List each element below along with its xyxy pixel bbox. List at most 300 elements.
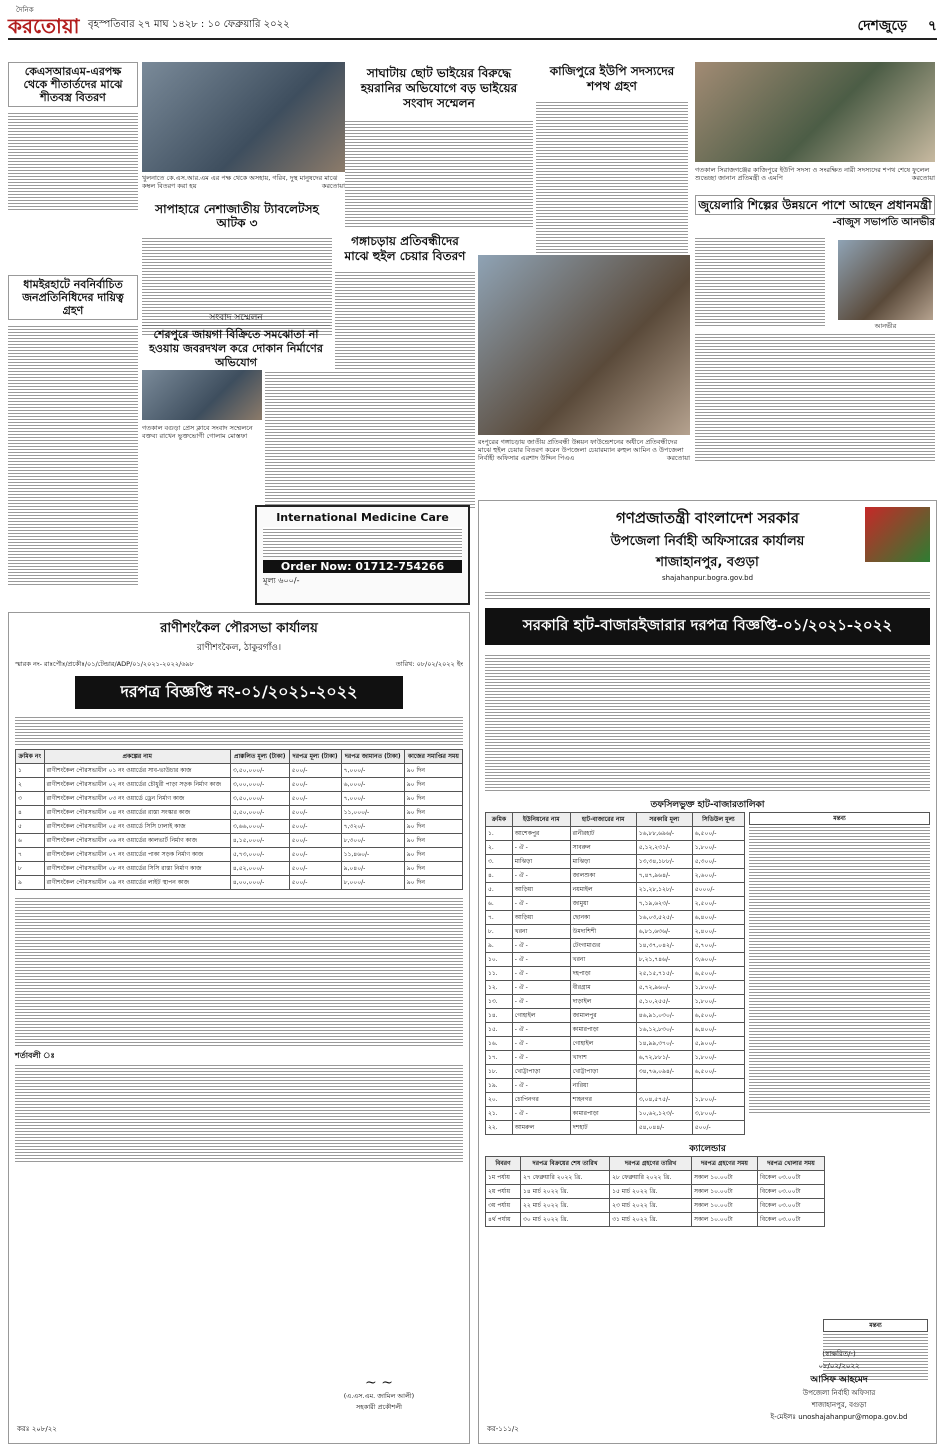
table-row — [486, 883, 745, 897]
table-row — [486, 1185, 825, 1199]
table-cell: ৩,৫০,০০০/- — [230, 764, 289, 778]
table-cell: ১৬,০৩,৫২৫/- — [636, 911, 692, 925]
news-photo — [478, 255, 690, 435]
photo-credit: করতোয়া — [321, 182, 345, 190]
article-saghata — [345, 62, 533, 229]
table-cell: ৫০০/- — [289, 778, 341, 792]
table-cell: ১. — [486, 827, 513, 841]
table-cell: ৯০ দিন — [404, 848, 462, 862]
article-subhead: -বাজুস সভাপতি আনভীর — [832, 217, 935, 228]
table-cell: ৫০০/- — [692, 1121, 744, 1135]
table-cell: ৫০০/- — [289, 806, 341, 820]
table-cell: ৫০০/- — [289, 764, 341, 778]
ad-text — [263, 527, 462, 557]
table-row — [486, 841, 745, 855]
table-cell: বীরগ্রাম — [570, 981, 636, 995]
table-cell: মাঝিড়া — [570, 855, 636, 869]
table-row — [486, 1171, 825, 1185]
table-cell: নারিয়া — [570, 1079, 636, 1093]
project-table — [15, 749, 463, 890]
table-cell: ৩১ মার্চ ২০২২ খ্রি. — [610, 1213, 692, 1227]
table-cell: ৬,৫০০/- — [692, 967, 744, 981]
newspaper-logo — [8, 4, 80, 36]
table-cell: রাণীশংকৈল পৌরসভাধীন ০৫ নং ওয়ার্ডে সিসি ঢালাই কাজ — [44, 820, 230, 834]
photo-credit: করতোয়া — [911, 174, 935, 182]
table-cell: ৬,৪০০/- — [692, 1023, 744, 1037]
table-cell: ৮,০০০/- — [341, 876, 404, 890]
table-cell: - ঐ - — [512, 981, 570, 995]
portrait-photo — [838, 240, 933, 320]
table-row — [486, 1051, 745, 1065]
table-cell: ২ — [16, 778, 45, 792]
table-cell: ৯০ দিন — [404, 806, 462, 820]
signature-location: শাজাহানপুর, বগুড়া — [811, 1401, 867, 1409]
signature-block — [309, 1375, 449, 1413]
table-cell: চোপিনগর — [512, 1093, 570, 1107]
table-row — [16, 848, 463, 862]
table-cell: ৩ — [16, 792, 45, 806]
table-cell: - ঐ - — [512, 953, 570, 967]
table-cell: বিকেল ০৩.০০টা — [758, 1185, 825, 1199]
table-row — [486, 1065, 745, 1079]
table-cell: - ঐ - — [512, 967, 570, 981]
table-row — [486, 967, 745, 981]
table-cell: ৬,৫০০/- — [692, 1065, 744, 1079]
article-kicker: সংবাদ সম্মেলন — [142, 310, 330, 326]
logo-text: করতোয়া — [8, 14, 80, 38]
table-cell: ৫০০/- — [289, 862, 341, 876]
news-photo — [142, 370, 262, 420]
table-cell: ৭,১৯,৬২৩/- — [636, 897, 692, 911]
table-header: ক্রমিক — [486, 813, 513, 827]
table-cell: ১৬,১২,৮৩০/- — [636, 1023, 692, 1037]
table-cell: গোহাইল — [570, 1037, 636, 1051]
table-cell: ৯০ দিন — [404, 764, 462, 778]
medicine-advertisement — [255, 505, 470, 605]
calendar-title: ক্যালেন্ডার — [689, 1144, 726, 1154]
table-header: সরকারি মূল্য — [636, 813, 692, 827]
table-cell: ৯০ দিন — [404, 834, 462, 848]
remarks-text — [749, 825, 930, 1115]
article-headline: জুয়েলারি শিল্পের উন্নয়নে পাশে আছেন প্রধানমন্ত্রী — [695, 195, 935, 215]
table-cell: ৪ — [16, 806, 45, 820]
table-cell: খরনা — [570, 953, 636, 967]
table-cell: ৭,৩২০/- — [341, 820, 404, 834]
table-cell: ১৭. — [486, 1051, 513, 1065]
table-cell: ১১,৪৬০/- — [341, 848, 404, 862]
table-cell: জামালপুর — [570, 1009, 636, 1023]
table-cell: ৮ — [16, 862, 45, 876]
table-row — [486, 981, 745, 995]
signature-name: (এ.এস.এম. জামিল আলী) — [343, 1392, 415, 1400]
table-row — [486, 995, 745, 1009]
signature-date: ০৮/০২/২০২২ — [818, 1362, 860, 1370]
table-row — [486, 1093, 745, 1107]
table-row — [16, 862, 463, 876]
table-cell: বিকেল ০৩.০০টা — [758, 1171, 825, 1185]
table-row — [16, 834, 463, 848]
table-cell: ৫. — [486, 883, 513, 897]
table-cell: জামুয়া — [570, 897, 636, 911]
conditions-text — [15, 1063, 463, 1163]
photo-caption: গতকাল বগুড়া প্রেস ক্লাবে সংবাদ সম্মেলনে বক্তব্য রাখেন ভুক্তভোগী গোলাম মোস্তফা — [142, 424, 253, 440]
table-header: কাজের সমাপ্তির সময় — [404, 750, 462, 764]
table-row — [486, 855, 745, 869]
table-cell: ৫০০/- — [289, 834, 341, 848]
table-cell: ৫৪,০৪৪/- — [636, 1121, 692, 1135]
table-cell: শাহনগর — [570, 1093, 636, 1107]
news-photo — [142, 62, 345, 172]
table-cell: ৯. — [486, 939, 513, 953]
table-cell: - ঐ - — [512, 1107, 570, 1121]
table-cell: ১৫ মার্চ ২০২২ খ্রি. — [610, 1185, 692, 1199]
signature-title: সহকারী প্রকৌশলী — [355, 1403, 403, 1411]
table-row — [486, 1213, 825, 1227]
table-cell: ৬,৮১,৬৩৬/- — [636, 925, 692, 939]
table-cell: ১১,০০০/- — [341, 806, 404, 820]
article-headline: গঙ্গাচড়ায় প্রতিবন্ধীদের মাঝে হুইল চেয়ার বিতরণ — [344, 234, 466, 263]
table-row — [486, 897, 745, 911]
memo-number: স্মারক নং- রাঃপৌঃ/প্রকৌঃ/০১/টেন্ডার/ADP/০১/২০২১-২০২২/৬৯৮ — [15, 660, 194, 668]
table-cell: ৫,৫০,০০০/- — [230, 806, 289, 820]
table-cell: ৩০ মার্চ ২০২২ খ্রি. — [521, 1213, 610, 1227]
table-cell: ১৬,৮৮,৬৯৬/- — [636, 827, 692, 841]
table-header: বিবরণ — [486, 1157, 521, 1171]
mujib-year-logo — [865, 507, 930, 562]
table-cell: ৯০ দিন — [404, 792, 462, 806]
table-cell: ৯ — [16, 876, 45, 890]
table-cell: কামারপাড়া — [570, 1107, 636, 1121]
table-cell: জালশুকা — [570, 869, 636, 883]
table-cell: আড়িয়া — [512, 911, 570, 925]
table-cell — [692, 1079, 744, 1093]
table-cell: ৫০০০/- — [692, 883, 744, 897]
article-headline: শেরপুরে জায়গা বিক্রিতে সমঝোতা না হওয়ায় জবরদখল করে দোকান নির্মাণের অভিযোগ — [149, 328, 323, 369]
table-cell: ৮. — [486, 925, 513, 939]
table-cell: ২২ মার্চ ২০২২ খ্রি. — [521, 1199, 610, 1213]
table-cell: খরনা — [512, 925, 570, 939]
table-cell: ৫,৯০০/- — [692, 1037, 744, 1051]
article-body-text — [536, 100, 688, 280]
notice-banner: দরপত্র বিজ্ঞপ্তি নং-০১/২০২১-২০২২ — [75, 676, 403, 709]
table-cell: রাণীশংকৈল পৌরসভাধীন ০৮ নং ওয়ার্ডের সিসি রাস্তা নির্মাণ কাজ — [44, 862, 230, 876]
table-cell: - ঐ - — [512, 939, 570, 953]
table-cell: ১,৮০০/- — [692, 995, 744, 1009]
notice-body-text — [485, 653, 930, 793]
ad-title: International Medicine Care — [276, 511, 449, 524]
table-cell: ১ — [16, 764, 45, 778]
memo-date: তারিখ: ০৮/০২/২০২২ ইং — [395, 660, 463, 668]
table-cell: ৩. — [486, 855, 513, 869]
article-kserm — [8, 62, 138, 222]
table-cell: ৩,৮০০/- — [692, 1107, 744, 1121]
table-cell: দহপাড়া — [570, 967, 636, 981]
table-cell: ৫,৩০০/- — [692, 855, 744, 869]
table-row — [486, 925, 745, 939]
table-cell: ৬ — [16, 834, 45, 848]
table-cell: গোহাইল — [512, 1009, 570, 1023]
table-cell: ৪,৫২,০০০/- — [230, 862, 289, 876]
calendar-table — [485, 1156, 825, 1227]
table-cell: ২,৫০০/- — [692, 897, 744, 911]
table-cell: ৯০ দিন — [404, 820, 462, 834]
table-cell: ১,৮০০/- — [692, 1051, 744, 1065]
table-cell: - ঐ - — [512, 897, 570, 911]
article-body-text — [345, 119, 533, 229]
table-row — [486, 939, 745, 953]
table-cell: আড়িয়া — [512, 883, 570, 897]
government-name: গণপ্রজাতন্ত্রী বাংলাদেশ সরকার — [616, 509, 799, 527]
table-cell: ১ম পর্যায় — [486, 1171, 521, 1185]
table-header: প্রকল্পের নাম — [44, 750, 230, 764]
office-website: shajahanpur.bogra.gov.bd — [661, 574, 754, 582]
table-header: দরপত্র বিক্রয়ের শেষ তারিখ — [521, 1157, 610, 1171]
table-cell: ১৪ মার্চ ২০২২ খ্রি. — [521, 1185, 610, 1199]
table-cell: সকাল ১০.০০টা — [691, 1213, 757, 1227]
table-cell: ৪. — [486, 869, 513, 883]
table-cell: ২য় পর্যায় — [486, 1185, 521, 1199]
table-cell: ১৪. — [486, 1009, 513, 1023]
table-cell: ৬,০০০/- — [341, 778, 404, 792]
table-cell: ২১,২৮,১২৮/- — [636, 883, 692, 897]
table-cell: ২৮ ফেব্রুয়ারি ২০২২ খ্রি. — [610, 1171, 692, 1185]
signature-label: (স্বাক্ষরিত/-) — [822, 1350, 856, 1358]
table-cell: ৩,৬০০/- — [692, 953, 744, 967]
office-location: শাজাহানপুর, বগুড়া — [656, 555, 759, 570]
table-cell: ৫০০/- — [289, 820, 341, 834]
table-cell: আশেকপুর — [512, 827, 570, 841]
table-cell: ৮,৩০০/- — [341, 834, 404, 848]
table-header: ক্রমিক নং — [16, 750, 45, 764]
table-row — [486, 1199, 825, 1213]
table-row — [486, 1037, 745, 1051]
table-cell: ২৫,১৫,৭১৫/- — [636, 967, 692, 981]
table-cell: ৬. — [486, 897, 513, 911]
ad-reference: কর-১১১/২ — [487, 1425, 519, 1433]
table-cell: ৯,০৪০/- — [341, 862, 404, 876]
table-cell: ২,৪০০/- — [692, 925, 744, 939]
article-body-text — [695, 236, 825, 326]
table-header-row — [486, 813, 745, 827]
table-cell: - ঐ - — [512, 995, 570, 1009]
table-cell: ৬,৫০০/- — [692, 827, 744, 841]
photo-caption: রংপুরের গঙ্গাচড়ায় জাতীয় প্রতিবন্ধী উন্নয়ন ফাউন্ডেশনের অধীনে প্রতিবন্ধীদের মাঝে হুইল চেয়ার বিতরণ করেন উপজেলা চেয়ারম্যান রুহুল আমিন ও উপজেলা নির্বাহী অফিসার এরশাদ উদ্দিন পিএএ করতোয়া — [478, 438, 690, 462]
issue-date: বৃহস্পতিবার ২৭ মাঘ ১৪২৮ : ১০ ফেব্রুয়ারি ২০২২ — [88, 19, 290, 30]
logo-small-text: দৈনিক — [16, 6, 34, 14]
table-cell: ১২. — [486, 981, 513, 995]
table-header: দরপত্র গ্রহণের তারিখ — [610, 1157, 692, 1171]
table-header: দরপত্র জামানত (টাকা) — [341, 750, 404, 764]
article-headline: ধামইরহাটে নবনির্বাচিত জনপ্রতিনিধিদের দায়িত্ব গ্রহণ — [8, 275, 138, 320]
article-headline: কেএসআরএম-এরপক্ষ থেকে শীতার্তদের মাঝে শীতবস্ত্র বিতরণ — [8, 62, 138, 107]
table-cell: রাণীশংকৈল পৌরসভাধীন ০৬ নং ওয়ার্ডের কালভার্ট নির্মাণ কাজ — [44, 834, 230, 848]
table-header: সিডিউল মূল্য — [692, 813, 744, 827]
table-cell: ৪,১৫,০০০/- — [230, 834, 289, 848]
signature-name: আসিফ আহমেদ — [810, 1375, 868, 1385]
office-name: উপজেলা নির্বাহী অফিসারের কার্যালয় — [610, 534, 805, 549]
notice-banner: সরকারি হাট-বাজারইজারার দরপত্র বিজ্ঞপ্তি-০১/২০২১-২০২২ — [485, 608, 930, 645]
table-cell: আমরুল — [512, 1121, 570, 1135]
table-cell: ১০. — [486, 953, 513, 967]
table-cell: ১,৮০০/- — [692, 1093, 744, 1107]
table-cell: ৯০ দিন — [404, 862, 462, 876]
table-cell: - ঐ - — [512, 1051, 570, 1065]
table-row — [16, 792, 463, 806]
page-number: ৭ — [927, 18, 937, 34]
table-cell: ১১. — [486, 967, 513, 981]
table-cell: ২০. — [486, 1093, 513, 1107]
conditions-title: শর্তাবলী ঃ — [15, 1051, 55, 1060]
table-cell: ২৩ মার্চ ২০২২ খ্রি. — [610, 1199, 692, 1213]
table-row — [486, 1107, 745, 1121]
table-cell: সকাল ১০.০০টা — [691, 1185, 757, 1199]
table-cell: ৭,০০০/- — [341, 764, 404, 778]
table-cell: - ঐ - — [512, 869, 570, 883]
ad-price: মূল্য ৬০০/- — [263, 576, 300, 585]
table-cell: ৬,৪০০/- — [692, 911, 744, 925]
table-cell: ৯০ দিন — [404, 876, 462, 890]
table-cell: খোট্টাপাড়া — [512, 1065, 570, 1079]
table-cell: ২. — [486, 841, 513, 855]
article-body-text — [695, 332, 935, 462]
table-cell: ৩,৬৬,০০০/- — [230, 820, 289, 834]
table-row — [16, 778, 463, 792]
table-row — [486, 869, 745, 883]
table-cell: বিকেল ০৩.০০টা — [758, 1199, 825, 1213]
photo-credit: করতোয়া — [666, 454, 690, 462]
table-cell: ৫,১০,২৫৫/- — [636, 995, 692, 1009]
table-cell: ৯০ দিন — [404, 778, 462, 792]
table-cell: সকাল ১০.০০টা — [691, 1171, 757, 1185]
table-cell: ৫,৭২,৯৬০/- — [636, 981, 692, 995]
table-cell: ১,৮০০/- — [692, 981, 744, 995]
table-row — [16, 820, 463, 834]
table-cell: ৫,৭৩,০০০/- — [230, 848, 289, 862]
article-headline: সাপাহারে নেশাজাতীয় ট্যাবলেটসহ আটক ৩ — [155, 202, 319, 230]
table-cell: কামারপাড়া — [570, 1023, 636, 1037]
table-cell: ৬,৭২,৮৮১/- — [636, 1051, 692, 1065]
table-cell: ৫ — [16, 820, 45, 834]
news-photo — [695, 62, 935, 162]
table-header: মন্তব্য — [749, 812, 930, 825]
table-cell: রাণীশংকৈল পৌরসভাধীন ০৩ নং ওয়ার্ডে ড্রেন নির্মাণ কাজ — [44, 792, 230, 806]
table-row — [486, 1009, 745, 1023]
table-row — [486, 1121, 745, 1135]
table-cell: খোট্টাপাড়া — [570, 1065, 636, 1079]
table-cell: নয়মাইল — [570, 883, 636, 897]
article-body-text — [8, 111, 138, 211]
table-cell: ১৩. — [486, 995, 513, 1009]
article-body-text — [265, 370, 475, 510]
table-cell: ১৪,৩৭,০৪২/- — [636, 939, 692, 953]
table-cell: ২৭ ফেব্রুয়ারি ২০২২ খ্রি. — [521, 1171, 610, 1185]
table-cell: ৪র্থ পর্যায় — [486, 1213, 521, 1227]
table-header-row — [16, 750, 463, 764]
table-cell: ৭,৪৭,৯৬৪/- — [636, 869, 692, 883]
notice-intro-text — [15, 715, 463, 745]
table-cell: ১৯. — [486, 1079, 513, 1093]
table-cell: ১৮. — [486, 1065, 513, 1079]
table-cell: সাবরুল — [570, 841, 636, 855]
table-cell: উমদাশিশী — [570, 925, 636, 939]
table-cell: বিকেল ০৩.০০টা — [758, 1213, 825, 1227]
table-row — [16, 876, 463, 890]
table-cell: মাঝিড়া — [512, 855, 570, 869]
market-table — [485, 812, 745, 1135]
table-cell: ১,৮০০/- — [692, 841, 744, 855]
table-header-row — [486, 1157, 825, 1171]
table-cell: রাণীশংকৈল পৌরসভাধীন ০১ নং ওয়ার্ডের সাব-ভাউচার কাজ — [44, 764, 230, 778]
table-cell: ৭,০০০/- — [341, 792, 404, 806]
portrait-caption: আনভীর — [874, 322, 897, 330]
table-cell: ১৬. — [486, 1037, 513, 1051]
table-cell: ৫০০/- — [289, 876, 341, 890]
table-cell: সকাল ১০.০০টা — [691, 1199, 757, 1213]
table-row — [486, 1023, 745, 1037]
table-cell: ৮,২১,৭৪৬/- — [636, 953, 692, 967]
table-row — [486, 1079, 745, 1093]
article-sherpur — [142, 310, 330, 372]
table-row — [486, 953, 745, 967]
table-row — [16, 764, 463, 778]
table-cell: ৩৪,৭৬,০৯৪/- — [636, 1065, 692, 1079]
signature-block — [754, 1348, 924, 1423]
table-cell: ৩য় পর্যায় — [486, 1199, 521, 1213]
signature-scribble: ~ ~ — [365, 1375, 393, 1391]
table-cell: ৩,০০,০০০/- — [230, 778, 289, 792]
photo-caption: গতকাল সিরাজগঞ্জের কাজিপুরে ইউপি সদস্য ও সংরক্ষিত নারী সদস্যদের শপথ শেষে ফুলেল শুভেচ্ছা জানান প্রতিমন্ত্রী ও এমপি করতোয়া — [695, 166, 935, 182]
table-header: প্রাক্কলিত মূল্য (টাকা) — [230, 750, 289, 764]
signature-email: ই-মেইলঃ unoshajahanpur@mopa.gov.bd — [770, 1413, 908, 1421]
office-name: রাণীশংকৈল পৌরসভা কার্যালয় — [160, 621, 318, 636]
table-header: মন্তব্য — [823, 1319, 928, 1332]
table-cell: ৪৬,৯১,০৩০/- — [636, 1009, 692, 1023]
article-headline: কাজিপুরে ইউপি সদস্যদের শপথ গ্রহণ — [549, 64, 675, 93]
table-cell: ছোনকা — [570, 911, 636, 925]
table-cell: ৫০০/- — [289, 792, 341, 806]
table-cell: ২১. — [486, 1107, 513, 1121]
table-cell: ৬,৫০০/- — [692, 1009, 744, 1023]
table-cell: খাদাশ — [570, 1051, 636, 1065]
right-tender-notice — [478, 500, 937, 1444]
ad-order-number: Order Now: 01712-754266 — [263, 560, 462, 573]
table-cell: ৫০০/- — [289, 848, 341, 862]
table-cell: ২২. — [486, 1121, 513, 1135]
article-kazipur — [536, 62, 688, 280]
tender-schedule-text — [15, 896, 463, 1046]
table-cell: ১৩,৩৪,১৮৮/- — [636, 855, 692, 869]
table-row — [486, 827, 745, 841]
table-cell: ২,৬০০/- — [692, 869, 744, 883]
table-cell: - ঐ - — [512, 1037, 570, 1051]
table-header: দরপত্র মূল্য (টাকা) — [289, 750, 341, 764]
table-cell: ১৪,৯৯,৩৭০/- — [636, 1037, 692, 1051]
table-cell: ৫,৭০০/- — [692, 939, 744, 953]
table-cell: রাণীশংকৈল পৌরসভাধীন ০২ নং ওয়ার্ডের চৌধুরী পাড়া সড়ক নির্মাণ কাজ — [44, 778, 230, 792]
photo-caption: খুলনাতে কে.এস.আর.এম এর পক্ষ থেকে অসহায়, গরিব, দুস্থ মানুষদের মাঝে কম্বল বিতরণ করা হয় করতোয়া — [142, 174, 345, 190]
article-headline: সাঘাটায় ছোট ভাইয়ের বিরুদ্ধে হয়রানির অভিযোগে বড় ভাইয়ের সংবাদ সম্মেলন — [360, 66, 518, 110]
table-cell: রানীরহাট — [570, 827, 636, 841]
table-cell: - ঐ - — [512, 1023, 570, 1037]
masthead — [8, 4, 937, 40]
article-dhamoirhat — [8, 275, 138, 586]
table-cell: রাণীশংকৈল পৌরসভাধীন ০৭ নং ওয়ার্ডের পাকা সড়ক নির্মাণ কাজ — [44, 848, 230, 862]
table-header: দরপত্র খোলার সময় — [758, 1157, 825, 1171]
table-cell: দশহাট — [570, 1121, 636, 1135]
table-cell: দাড়াইল — [570, 995, 636, 1009]
table-header: হাট-বাজারের নাম — [570, 813, 636, 827]
section-title: দেশজুড়ে — [857, 18, 907, 34]
